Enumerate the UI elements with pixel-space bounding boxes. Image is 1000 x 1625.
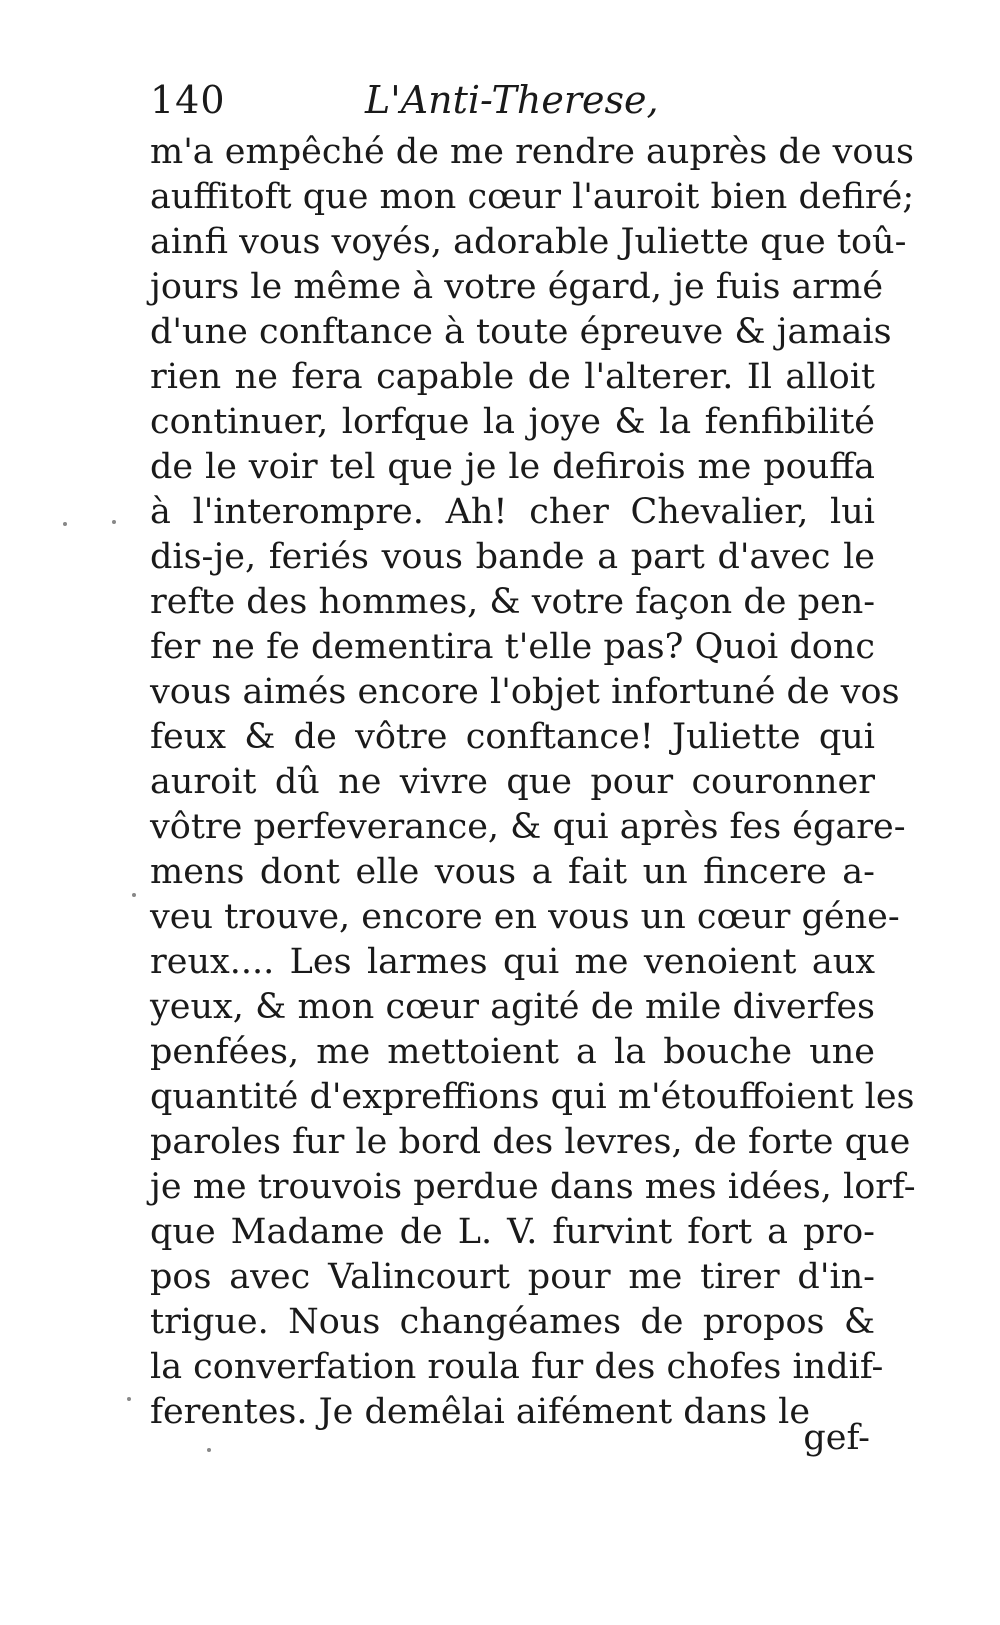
text-line: ferentes. Je demêlai aifément dans le (150, 1392, 811, 1432)
catchword: gef- (803, 1418, 870, 1458)
text-line: auffitoft que mon cœur l'auroit bien defiré; (150, 177, 915, 217)
text-line: de le voir tel que je le defirois me pouffa (150, 447, 875, 487)
text-line: vous aimés encore l'objet infortuné de vos (150, 672, 900, 712)
text-line: trigue. Nous changéames de propos & (150, 1302, 875, 1342)
text-line: feux & de vôtre conftance! Juliette qui (150, 717, 875, 757)
text-line: quantité d'expreffions qui m'étouffoient les (150, 1077, 915, 1117)
text-line: yeux, & mon cœur agité de mile diverfes (150, 987, 875, 1027)
print-speck (132, 893, 136, 897)
text-line: mens dont elle vous a fait un fincere a- (150, 852, 875, 892)
text-line: à l'interompre. Ah! cher Chevalier, lui (150, 492, 875, 532)
text-line: veu trouve, encore en vous un cœur géne- (150, 897, 900, 937)
text-line: continuer, lorfque la joye & la fenfibilité (150, 402, 875, 442)
text-line: penfées, me mettoient a la bouche une (150, 1032, 875, 1072)
print-speck (112, 520, 116, 524)
print-speck (63, 522, 67, 526)
text-line: rien ne fera capable de l'alterer. Il alloit (150, 357, 875, 397)
print-speck (207, 1448, 211, 1452)
running-title: L'Anti-Therese, (365, 78, 659, 122)
text-line: pos avec Valincourt pour me tirer d'in- (150, 1257, 875, 1297)
text-line: m'a empêché de me rendre auprès de vous (150, 132, 914, 172)
text-line: vôtre perfeverance, & qui après fes égare- (150, 807, 906, 847)
text-line: que Madame de L. V. furvint fort a pro- (150, 1212, 875, 1252)
text-line: je me trouvois perdue dans mes idées, lorf- (150, 1167, 916, 1207)
text-line: auroit dû ne vivre que pour couronner (150, 762, 875, 802)
text-line: reux.... Les larmes qui me venoient aux (150, 942, 875, 982)
print-speck (127, 1397, 131, 1401)
text-line: ainfi vous voyés, adorable Juliette que toû- (150, 222, 907, 262)
page-header (150, 78, 870, 138)
body-text (150, 130, 916, 1435)
text-line: fer ne fe dementira t'elle pas? Quoi donc (150, 627, 875, 667)
text-line: paroles fur le bord des levres, de forte que (150, 1122, 911, 1162)
page-number: 140 (150, 78, 226, 122)
text-line: la converfation roula fur des chofes indif- (150, 1347, 884, 1387)
text-line: dis-je, feriés vous bande a part d'avec le (150, 537, 875, 577)
text-line: d'une conftance à toute épreuve & jamais (150, 312, 892, 352)
text-line: refte des hommes, & votre façon de pen- (150, 582, 876, 622)
text-line: jours le même à votre égard, je fuis armé (150, 267, 884, 307)
